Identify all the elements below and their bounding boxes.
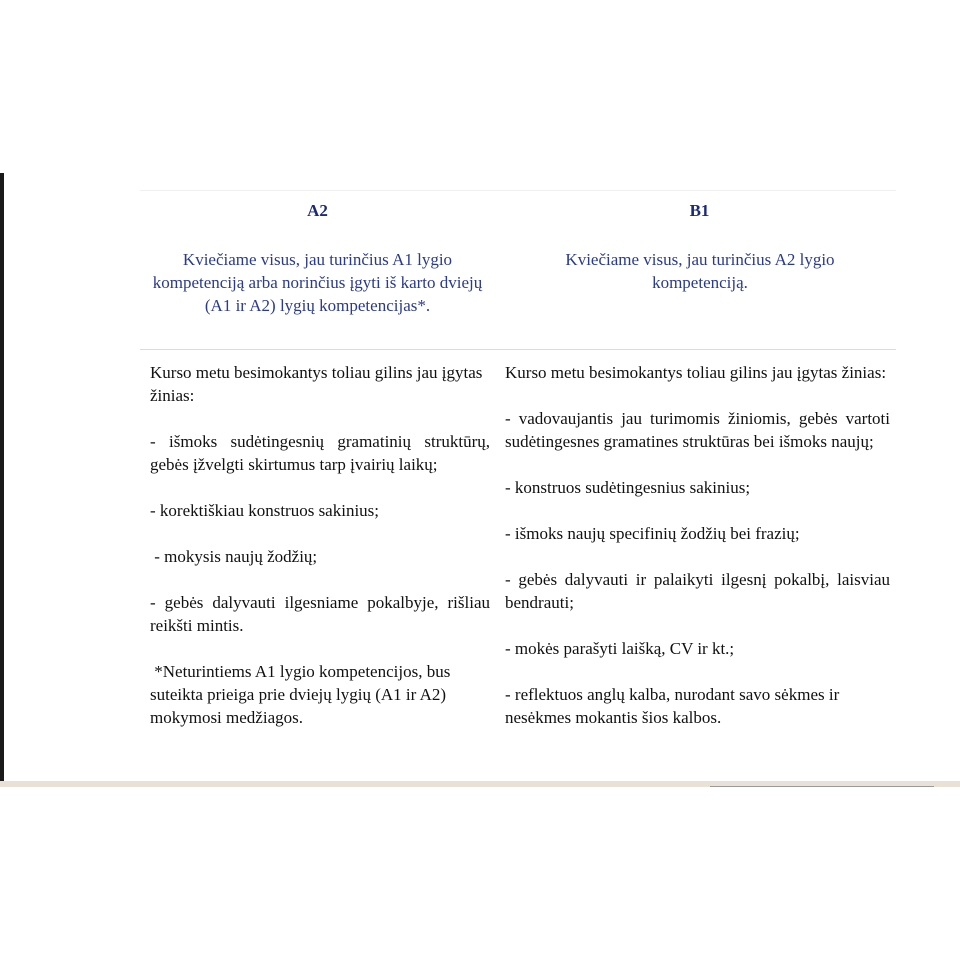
list-item: - konstruos sudėtingesnius sakinius; — [505, 478, 751, 497]
intro-a2: Kviečiame visus, jau turinčius A1 lygio kompetenciją arba norinčius įgyti iš karto dviejų (A1 ir A2) lygių kompetencijas*. — [152, 250, 483, 315]
column-body-a2 — [150, 361, 490, 752]
list-item: - gebės dalyvauti ir palaikyti ilgesnį pokalbį, laisviau bendrauti; — [505, 570, 890, 612]
left-edge-rule — [0, 173, 4, 783]
list-item: - mokysis naujų žodžių; — [150, 547, 318, 566]
header-divider — [140, 349, 896, 350]
table-top-border — [140, 190, 896, 191]
list-item: - gebės dalyvauti ilgesniame pokalbyje, rišliau reikšti mintis. — [150, 593, 490, 635]
bottom-edge-line — [710, 786, 934, 787]
footnote: *Neturintiems A1 lygio kompetencijos, bus suteikta prieiga prie dviejų lygių (A1 ir A2) mokymosi medžiagos. — [150, 662, 455, 727]
column-heading-a2: A2 — [307, 201, 328, 220]
intro-b1: Kviečiame visus, jau turinčius A2 lygio kompetenciją. — [565, 250, 835, 292]
list-item: - išmoks sudėtingesnių gramatinių struktūrų, gebės įžvelgti skirtumus tarp įvairių laikų; — [150, 432, 490, 474]
list-item: - mokės parašyti laišką, CV ir kt.; — [505, 639, 735, 658]
list-item: - išmoks naujų specifinių žodžių bei frazių; — [505, 524, 800, 543]
list-item: - vadovaujantis jau turimomis žiniomis, gebės vartoti sudėtingesnes gramatines struktūras bei išmoks naujų; — [505, 409, 890, 451]
column-heading-b1: B1 — [689, 201, 710, 220]
column-body-b1 — [505, 361, 890, 752]
list-item: - korektiškiau konstruos sakinius; — [150, 501, 380, 520]
list-item: - reflektuos anglų kalba, nurodant savo sėkmes ir nesėkmes mokantis šios kalbos. — [505, 685, 840, 727]
list-item: Kurso metu besimokantys toliau gilins jau įgytas žinias: — [505, 363, 887, 382]
list-item: Kurso metu besimokantys toliau gilins jau įgytas žinias: — [150, 363, 483, 405]
